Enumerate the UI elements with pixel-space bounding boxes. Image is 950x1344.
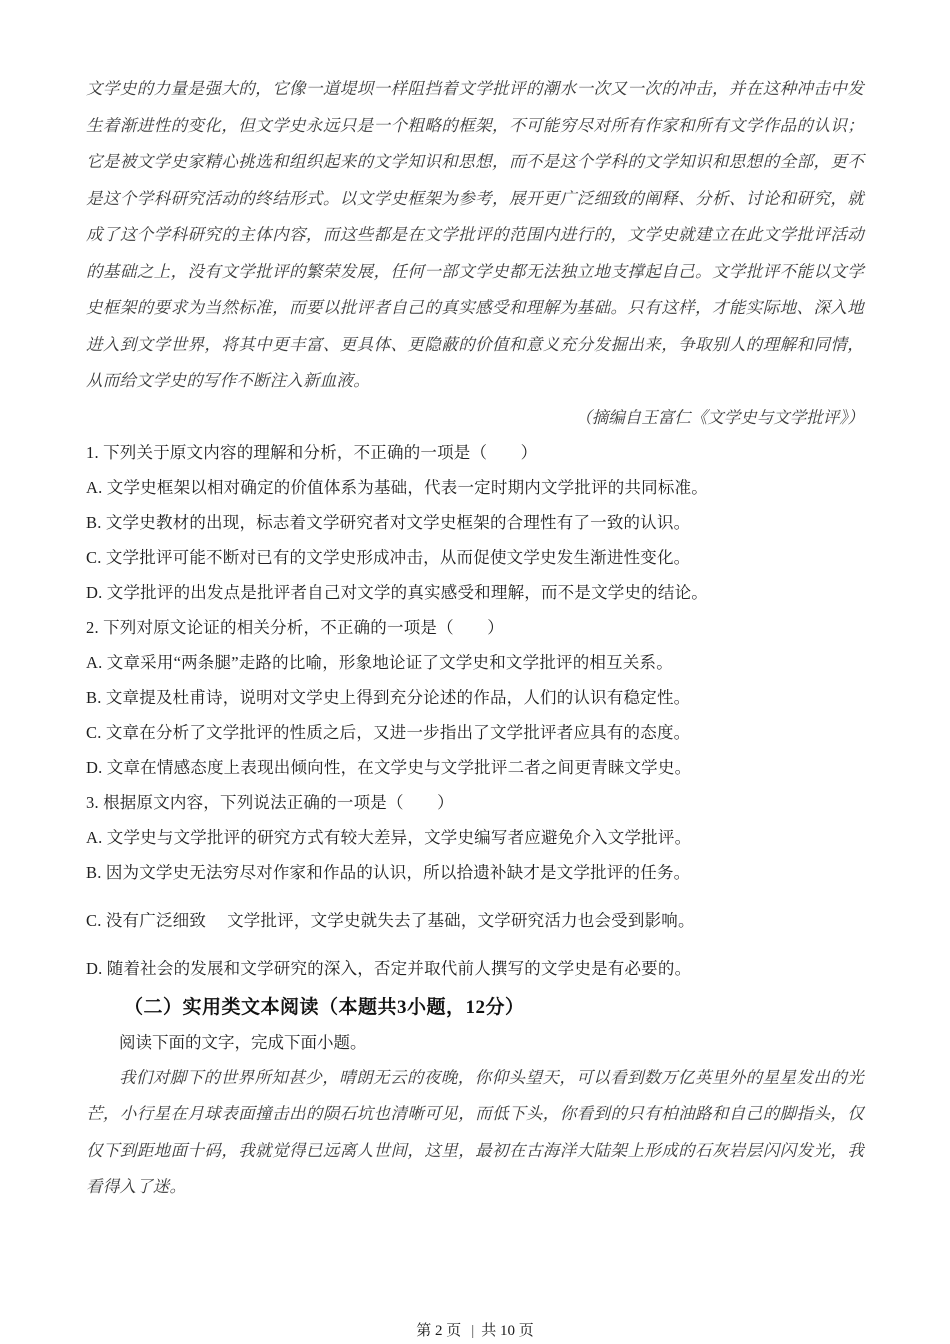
- question-3-stem: 3. 根据原文内容，下列说法正确的一项是（ ）: [86, 792, 454, 812]
- question-2-stem: 2. 下列对原文论证的相关分析，不正确的一项是（ ）: [86, 617, 504, 637]
- section-2-instruction: 阅读下面的文字，完成下面小题。: [119, 1032, 367, 1052]
- footer-separator: |: [471, 1323, 475, 1339]
- question-1: [86, 435, 864, 610]
- page-content: [86, 71, 864, 1206]
- q2-option-b: B. 文章提及杜甫诗，说明对文学史上得到充分论述的作品，人们的认识有稳定性。: [86, 687, 691, 707]
- q2-option-a: A. 文章采用“两条腿”走路的比喻，形象地论证了文学史和文学批评的相互关系。: [86, 652, 673, 672]
- q1-option-c: C. 文学批评可能不断对已有的文学史形成冲击，从而促使文学史发生渐进性变化。: [86, 547, 691, 567]
- q2-option-c: C. 文章在分析了文学批评的性质之后，又进一步指出了文学批评者应具有的态度。: [86, 722, 691, 742]
- section-2-heading: （二）实用类文本阅读（本题共3小题，12分）: [124, 996, 525, 1018]
- footer-page-total: 共 10 页: [481, 1323, 534, 1339]
- page-footer: [0, 1323, 950, 1339]
- question-1-stem: 1. 下列关于原文内容的理解和分析，不正确的一项是（ ）: [86, 442, 538, 462]
- q1-option-b: B. 文学史教材的出现，标志着文学研究者对文学史框架的合理性有了一致的认识。: [86, 512, 691, 532]
- passage-1-attribution: （摘编自王富仁《文学史与文学批评》）: [575, 407, 864, 427]
- passage-1-text: 文学史的力量是强大的，它像一道堤坝一样阻挡着文学批评的潮水一次又一次的冲击，并在这种冲击中发生着渐进性的变化，但文学史永远只是一个粗略的框架，不可能穷尽对所有作家和所有文学作品的认识；它是被文学史家精心挑选和组织起来的文学知识和思想，而不是这个学科的文学知识和思想的全部，更不是这个学科研究活动的终结形式。以文学史框架为参考，展开更广泛细致的阐释、分析、讨论和研究，就成了这个学科研究的主体内容，而这些都是在文学批评的范围内进行的，文学史就建立在此文学批评活动的基础之上，没有文学批评的繁荣发展，任何一部文学史都无法独立地支撑起自己。文学批评不能以文学史框架的要求为当然标准，而要以批评者自己的真实感受和理解为基础。只有这样，才能实际地、深入地进入到文学世界，将其中更丰富、更具体、更隐蔽的价值和意义充分发掘出来，争取别人的理解和同情，从而给文学史的写作不断注入新血液。: [86, 79, 864, 390]
- footer-page-number: 第 2 页: [416, 1323, 462, 1339]
- q3-option-a: A. 文学史与文学批评的研究方式有较大差异，文学史编写者应避免介入文学批评。: [86, 827, 692, 847]
- q1-option-a: A. 文学史框架以相对确定的价值体系为基础，代表一定时期内文学批评的共同标准。: [86, 477, 708, 497]
- question-3: [86, 785, 864, 986]
- q3-option-d: D. 随着社会的发展和文学研究的深入，否定并取代前人撰写的文学史是有必要的。: [86, 958, 692, 978]
- passage-2-text: 我们对脚下的世界所知甚少，晴朗无云的夜晚，你仰头望天，可以看到数万亿英里外的星星发出的光芒，小行星在月球表面撞击出的陨石坑也清晰可见，而低下头，你看到的只有柏油路和自己的脚指头，仅仅下到距地面十码，我就觉得已远离人世间，这里，最初在古海洋大陆架上形成的石灰岩层闪闪发光，我看得入了迷。: [86, 1067, 864, 1196]
- q3-option-b: B. 因为文学史无法穷尽对作家和作品的认识，所以拾遗补缺才是文学批评的任务。: [86, 862, 691, 882]
- q3-option-c: C. 没有广泛细致 文学批评，文学史就失去了基础，文学研究活力也会受到影响。: [86, 910, 695, 930]
- q2-option-d: D. 文章在情感态度上表现出倾向性，在文学史与文学批评二者之间更青睐文学史。: [86, 757, 692, 777]
- q1-option-d: D. 文学批评的出发点是批评者自己对文学的真实感受和理解，而不是文学史的结论。: [86, 582, 708, 602]
- question-2: [86, 610, 864, 785]
